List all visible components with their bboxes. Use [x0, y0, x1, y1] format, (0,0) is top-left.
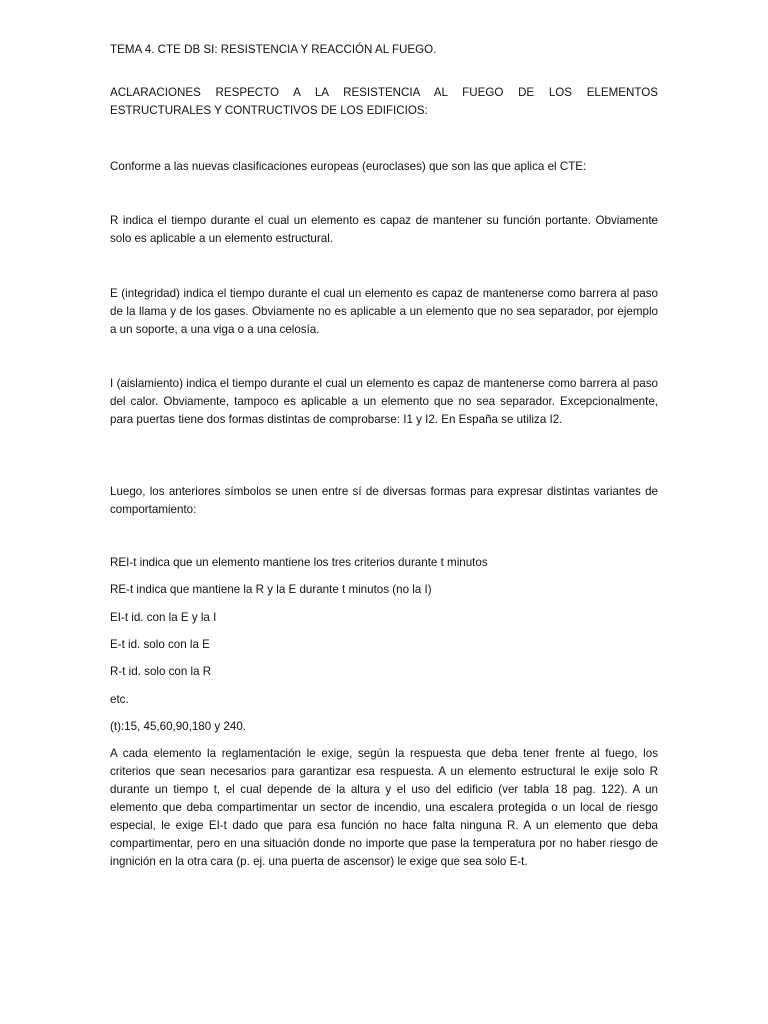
list-item-ei: EI-t id. con la E y la I	[110, 611, 217, 624]
list-item-re: RE-t indica que mantiene la R y la E durante t minutos (no la I)	[110, 583, 432, 596]
document-title: TEMA 4. CTE DB SI: RESISTENCIA Y REACCIÓN AL FUEGO.	[110, 43, 437, 56]
paragraph-luego: Luego, los anteriores símbolos se unen entre sí de diversas formas para expresar distintas variantes de comportamiento:	[110, 485, 658, 516]
paragraph-final: A cada elemento la reglamentación le exige, según la respuesta que deba tener frente al fuego, los criterios que sean necesarios para garantizar esa respuesta. A un elemento estructural le exije solo R durante un tiempo t, el cual depende de la altura y el uso del edificio (ver tabla 18 pag. 122). A un elemento que deba compartimentar un sector de incendio, una escalera protegida o un local de riesgo especial, le exige EI-t dado que para esa función no hace falta ninguna R. A un elemento que deba compartimentar, pero en una situación donde no importe que pase la temperatura por no haber riesgo de ingnición en la otra cara (p. ej. una puerta de ascensor) le exige que sea solo E-t.	[110, 747, 658, 868]
paragraph-e: E (integridad) indica el tiempo durante el cual un elemento es capaz de mantenerse como barrera al paso de la llama y de los gases. Obviamente no es aplicable a un elemento que no sea separador, por ejemplo a un soporte, a una viga o a una celosía.	[110, 287, 658, 336]
intro-paragraph: Conforme a las nuevas clasificaciones europeas (euroclases) que son las que aplica el CTE:	[110, 160, 587, 173]
paragraph-r: R indica el tiempo durante el cual un elemento es capaz de mantener su función portante. Obviamente solo es aplicable a un elemento estructural.	[110, 214, 658, 245]
list-item-r: R-t id. solo con la R	[110, 665, 212, 678]
list-item-rei: REI-t indica que un elemento mantiene los tres criterios durante t minutos	[110, 556, 488, 569]
list-item-e: E-t id. solo con la E	[110, 638, 210, 651]
list-item-etc: etc.	[110, 693, 129, 706]
paragraph-i: I (aislamiento) indica el tiempo durante el cual un elemento es capaz de mantenerse como barrera al paso del calor. Obviamente, tampoco es aplicable a un elemento que no sea separador. Excepcionalmente, para puertas tiene dos formas distintas de comprobarse: I1 y I2. En España se utiliza I2.	[110, 377, 658, 426]
list-item-times: (t):15, 45,60,90,180 y 240.	[110, 720, 247, 733]
document-subtitle: ACLARACIONES RESPECTO A LA RESISTENCIA AL FUEGO DE LOS ELEMENTOS ESTRUCTURALES Y CONTRUCTIVOS DE LOS EDIFICIOS:	[110, 86, 658, 117]
